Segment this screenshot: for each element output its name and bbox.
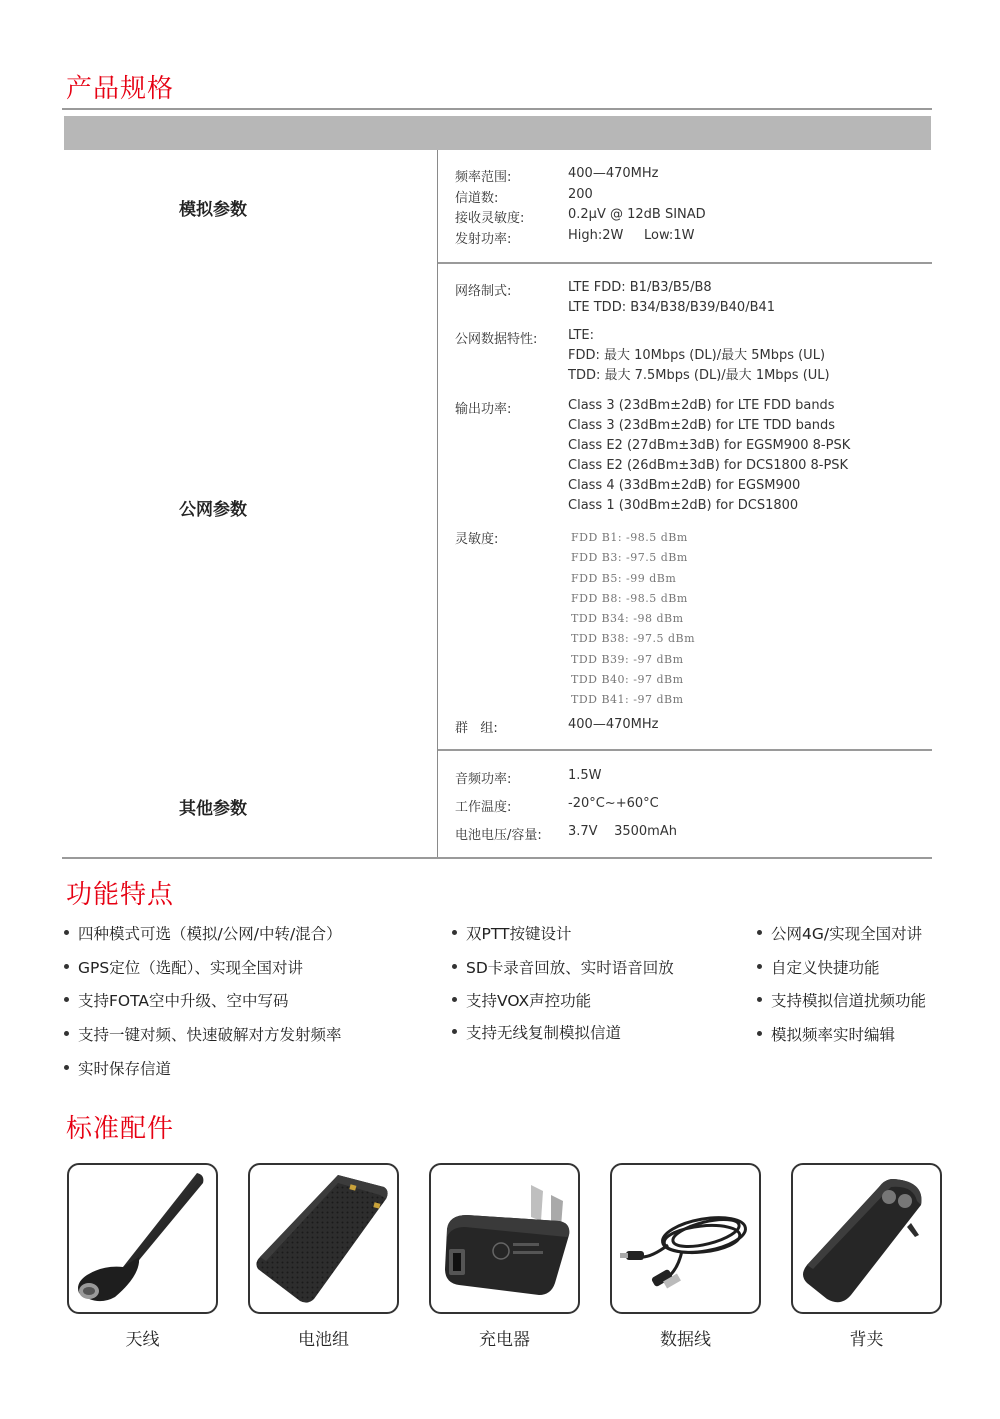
- spec-value: Class E2 (26dBm±3dB) for DCS1800 8-PSK: [568, 458, 849, 473]
- feature-item: 自定义快捷功能: [757, 956, 880, 978]
- table-column-divider: [437, 150, 438, 858]
- spec-value: FDD B8: -98.5 dBm: [571, 591, 688, 605]
- accessory-card-antenna: [67, 1163, 218, 1314]
- spec-value: LTE TDD: B34/B38/B39/B40/B41: [568, 300, 776, 315]
- spec-label: 公网数据特性:: [455, 332, 538, 347]
- spec-value: TDD B34: -98 dBm: [571, 612, 684, 626]
- accessory-card-cable: [610, 1163, 761, 1314]
- accessory-card-charger: [429, 1163, 580, 1314]
- spec-value: 0.2μV @ 12dB SINAD: [568, 207, 706, 222]
- feature-item: 支持无线复制模拟信道: [452, 1021, 621, 1043]
- spec-label: 电池电压/容量:: [455, 828, 542, 843]
- spec-value: 200: [568, 187, 593, 202]
- spec-label: 网络制式:: [455, 284, 512, 299]
- bullet-icon: [64, 1031, 69, 1036]
- category-public-network: 公网参数: [179, 500, 247, 520]
- spec-label: 群 组:: [455, 721, 498, 736]
- spec-label: 输出功率:: [455, 402, 512, 417]
- spec-label: 工作温度:: [455, 800, 512, 815]
- bullet-icon: [452, 997, 457, 1002]
- accessory-section-title: 标准配件: [66, 1114, 175, 1144]
- spec-value: TDD B38: -97.5 dBm: [571, 632, 696, 646]
- bullet-icon: [64, 930, 69, 935]
- feature-section-title: 功能特点: [66, 880, 175, 910]
- spec-value: FDD B3: -97.5 dBm: [571, 551, 688, 565]
- spec-value: LTE FDD: B1/B3/B5/B8: [568, 280, 712, 295]
- feature-item: 公网4G/实现全国对讲: [757, 922, 922, 944]
- row-divider: [438, 262, 932, 264]
- spec-value: TDD B39: -97 dBm: [571, 652, 684, 666]
- spec-label: 信道数:: [455, 191, 499, 206]
- belt-clip-icon: [793, 1165, 940, 1312]
- spec-value: 1.5W: [568, 768, 602, 783]
- spec-value: TDD B41: -97 dBm: [571, 693, 684, 707]
- table-bottom-rule: [62, 857, 932, 859]
- accessory-label: 背夹: [849, 1330, 884, 1350]
- spec-label: 发射功率:: [455, 232, 512, 247]
- feature-item: 双PTT按键设计: [452, 922, 572, 944]
- bullet-icon: [64, 1065, 69, 1070]
- sensitivity-values: [571, 528, 695, 711]
- accessory-label: 数据线: [660, 1330, 711, 1350]
- bullet-icon: [757, 930, 762, 935]
- spec-value: Class 4 (33dBm±2dB) for EGSM900: [568, 478, 801, 493]
- row-divider: [438, 749, 932, 751]
- bullet-icon: [452, 1029, 457, 1034]
- spec-value: High:2W Low:1W: [568, 228, 695, 243]
- feature-item: 支持一键对频、快速破解对方发射频率: [64, 1023, 342, 1045]
- spec-value: LTE:: [568, 328, 594, 343]
- spec-value: 400—470MHz: [568, 717, 659, 732]
- spec-value: 3.7V 3500mAh: [568, 824, 677, 839]
- accessory-card-belt-clip: [791, 1163, 942, 1314]
- cable-icon: [612, 1165, 759, 1312]
- charger-icon: [431, 1165, 578, 1312]
- category-analog: 模拟参数: [179, 200, 247, 220]
- spec-value: Class 1 (30dBm±2dB) for DCS1800: [568, 498, 799, 513]
- feature-item: 四种模式可选（模拟/公网/中转/混合）: [64, 922, 342, 944]
- antenna-icon: [69, 1165, 216, 1312]
- spec-value: -20°C~+60°C: [568, 796, 659, 811]
- data-values: [568, 326, 830, 386]
- feature-item: 支持模拟信道扰频功能: [757, 989, 926, 1011]
- spec-value: Class 3 (23dBm±2dB) for LTE TDD bands: [568, 418, 836, 433]
- spec-value: TDD: 最大 7.5Mbps (DL)/最大 1Mbps (UL): [568, 368, 830, 383]
- spec-value: FDD B1: -98.5 dBm: [571, 531, 688, 544]
- feature-item: SD卡录音回放、实时语音回放: [452, 956, 674, 978]
- table-header-band: [64, 116, 931, 150]
- bullet-icon: [64, 964, 69, 969]
- title-rule: [62, 108, 932, 110]
- bullet-icon: [452, 930, 457, 935]
- battery-icon: [250, 1165, 397, 1312]
- spec-value: 400—470MHz: [568, 166, 659, 181]
- bullet-icon: [64, 997, 69, 1002]
- accessory-card-battery: [248, 1163, 399, 1314]
- category-other: 其他参数: [179, 799, 247, 819]
- accessory-label: 充电器: [479, 1330, 530, 1350]
- feature-item: 实时保存信道: [64, 1057, 171, 1079]
- spec-label: 接收灵敏度:: [455, 211, 525, 226]
- spec-value: Class E2 (27dBm±3dB) for EGSM900 8-PSK: [568, 438, 851, 453]
- feature-item: 支持VOX声控功能: [452, 989, 591, 1011]
- spec-label: 灵敏度:: [455, 532, 499, 547]
- spec-section-title: 产品规格: [66, 74, 175, 104]
- spec-value: FDD: 最大 10Mbps (DL)/最大 5Mbps (UL): [568, 348, 826, 363]
- bullet-icon: [757, 964, 762, 969]
- feature-item: 支持FOTA空中升级、空中写码: [64, 989, 289, 1011]
- bullet-icon: [452, 964, 457, 969]
- accessory-label: 天线: [125, 1330, 160, 1350]
- feature-item: 模拟频率实时编辑: [757, 1023, 895, 1045]
- spec-value: TDD B40: -97 dBm: [571, 673, 684, 687]
- feature-item: GPS定位（选配）、实现全国对讲: [64, 956, 303, 978]
- spec-value: Class 3 (23dBm±2dB) for LTE FDD bands: [568, 398, 835, 413]
- spec-label: 音频功率:: [455, 772, 512, 787]
- power-values: [568, 396, 850, 516]
- spec-label: 频率范围:: [455, 170, 512, 185]
- spec-value: FDD B5: -99 dBm: [571, 571, 677, 585]
- accessory-label: 电池组: [298, 1330, 349, 1350]
- bullet-icon: [757, 1031, 762, 1036]
- network-values: [568, 278, 775, 318]
- bullet-icon: [757, 997, 762, 1002]
